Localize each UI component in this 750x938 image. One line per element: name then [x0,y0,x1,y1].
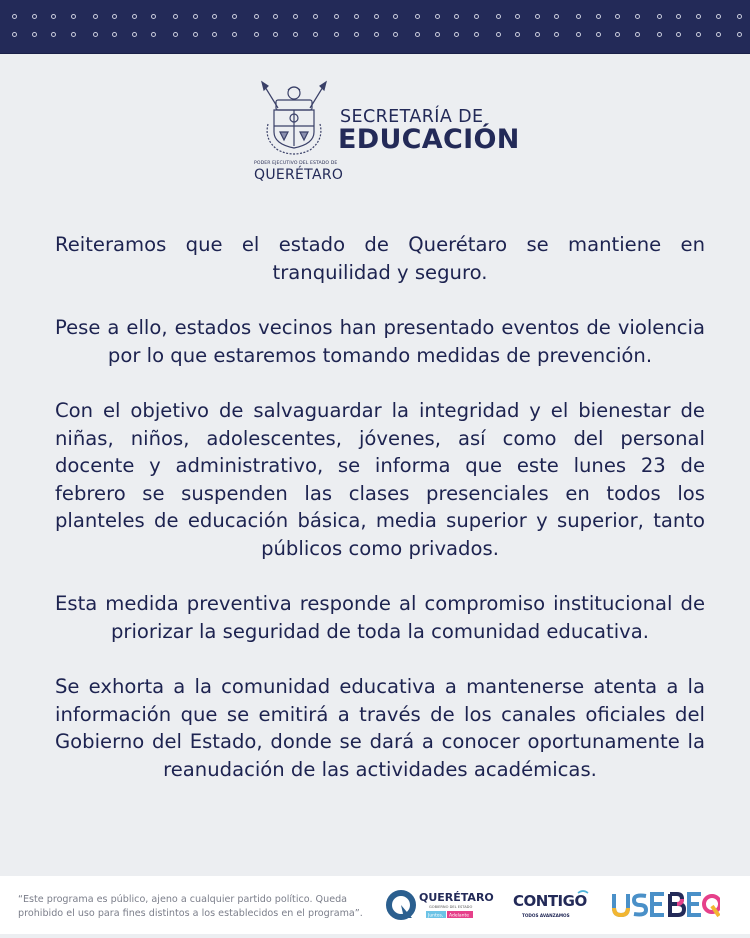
dot-icon [657,32,662,37]
dot-icon [334,14,339,19]
dot-icon [193,32,198,37]
dot-icon [51,32,56,37]
usebeq-logo [610,890,720,920]
dot-icon [554,14,559,19]
svg-text:Juntos,: Juntos, [428,913,444,919]
dot-icon [293,14,298,19]
dot-icon [716,32,721,37]
dot-icon [474,14,479,19]
dot-icon [393,32,398,37]
dot-icon [32,14,37,19]
dot-icon [112,14,117,19]
bottom-strip [0,934,750,938]
dot-icon [32,32,37,37]
dot-icon [596,32,601,37]
dot-icon [93,14,98,19]
dot-icon [354,32,359,37]
educacion-title: EDUCACIÓN [338,124,520,155]
dot-icon [132,14,137,19]
dot-icon [12,14,17,19]
dot-icon [151,14,156,19]
dot-icon [435,14,440,19]
dot-icon [535,32,540,37]
dot-icon [212,14,217,19]
dot-icon [273,32,278,37]
dot-icon [415,32,420,37]
dot-icon [415,14,420,19]
dot-icon [313,14,318,19]
dot-icon [515,14,520,19]
dot-icon [374,32,379,37]
dot-icon [576,32,581,37]
paragraph-4: Esta medida preventiva responde al compromiso institucional de priorizar la seguridad de toda la comunidad educativa. [55,592,705,643]
dot-icon [151,32,156,37]
paragraph-5: Se exhorta a la comunidad educativa a mantenerse atenta a la información que se emitirá a través de los canales oficiales del Gobierno del Estado, donde se dará a conocer oportunamente la reanudación de las actividades académicas. [55,675,705,781]
dot-icon [635,32,640,37]
dot-icon [454,32,459,37]
dot-icon [132,32,137,37]
crest-name: QUERÉTARO [254,167,344,183]
svg-text:Adelante: Adelante [449,913,470,919]
dot-icon [273,14,278,19]
paragraph-1: Reiteramos que el estado de Querétaro se mantiene en tranquilidad y seguro. [55,233,705,284]
svg-text:QUERÉTARO: QUERÉTARO [419,891,494,904]
dot-icon [676,32,681,37]
dot-icon [193,14,198,19]
dot-icon [293,32,298,37]
header-band [0,0,750,54]
dot-icon [657,14,662,19]
secretaria-educacion-logo [254,80,520,185]
dot-icon [496,32,501,37]
dot-icon [474,32,479,37]
queretaro-crest-icon [258,80,330,158]
dot-icon [232,32,237,37]
dot-icon [696,32,701,37]
dot-icon [112,32,117,37]
crest-subtitle: PODER EJECUTIVO DEL ESTADO DE [254,161,338,166]
dot-icon [737,14,742,19]
dot-icon [374,14,379,19]
dot-icon [716,14,721,19]
dot-icon [515,32,520,37]
dot-icon [635,14,640,19]
dot-icon [12,32,17,37]
svg-text:CONTIGO: CONTIGO [513,892,587,910]
queretaro-gobierno-logo [386,888,496,924]
contigo-logo [510,888,600,924]
paragraph-2: Pese a ello, estados vecinos han presentado eventos de violencia por lo que estaremos tomando medidas de prevención. [55,316,705,367]
dot-icon [254,32,259,37]
dot-icon [313,32,318,37]
dot-icon [615,14,620,19]
dot-icon [615,32,620,37]
dot-icon [173,32,178,37]
dot-icon [212,32,217,37]
footer [0,876,750,934]
dot-icon [554,32,559,37]
dot-icon [496,14,501,19]
dot-icon [596,14,601,19]
dot-icon [51,14,56,19]
dot-icon [93,32,98,37]
dot-pattern [0,14,750,44]
paragraph-3: Con el objetivo de salvaguardar la integridad y el bienestar de niñas, niños, adolescentes, jóvenes, así como del personal docente y administrativo, se informa que este lunes 23 de febrero se suspenden las clases presenciales en todos los planteles de educación básica, media superior y superior, tanto públicos como privados. [55,399,705,560]
dot-icon [435,32,440,37]
footer-disclaimer: “Este programa es público, ajeno a cualquier partido político. Queda prohibido el uso para fines distintos a los establecidos en el programa”. [18,894,363,919]
dot-icon [535,14,540,19]
dot-icon [454,14,459,19]
dot-icon [232,14,237,19]
svg-text:GOBIERNO DEL ESTADO: GOBIERNO DEL ESTADO [429,905,473,909]
dot-icon [676,14,681,19]
dot-icon [173,14,178,19]
svg-text:TODOS AVANZAMOS: TODOS AVANZAMOS [522,913,570,918]
dot-icon [393,14,398,19]
dot-icon [354,14,359,19]
secretaria-title: SECRETARÍA DE [340,107,484,127]
dot-icon [737,32,742,37]
dot-icon [334,32,339,37]
dot-icon [576,14,581,19]
dot-icon [71,14,76,19]
dot-icon [254,14,259,19]
dot-icon [696,14,701,19]
dot-icon [71,32,76,37]
